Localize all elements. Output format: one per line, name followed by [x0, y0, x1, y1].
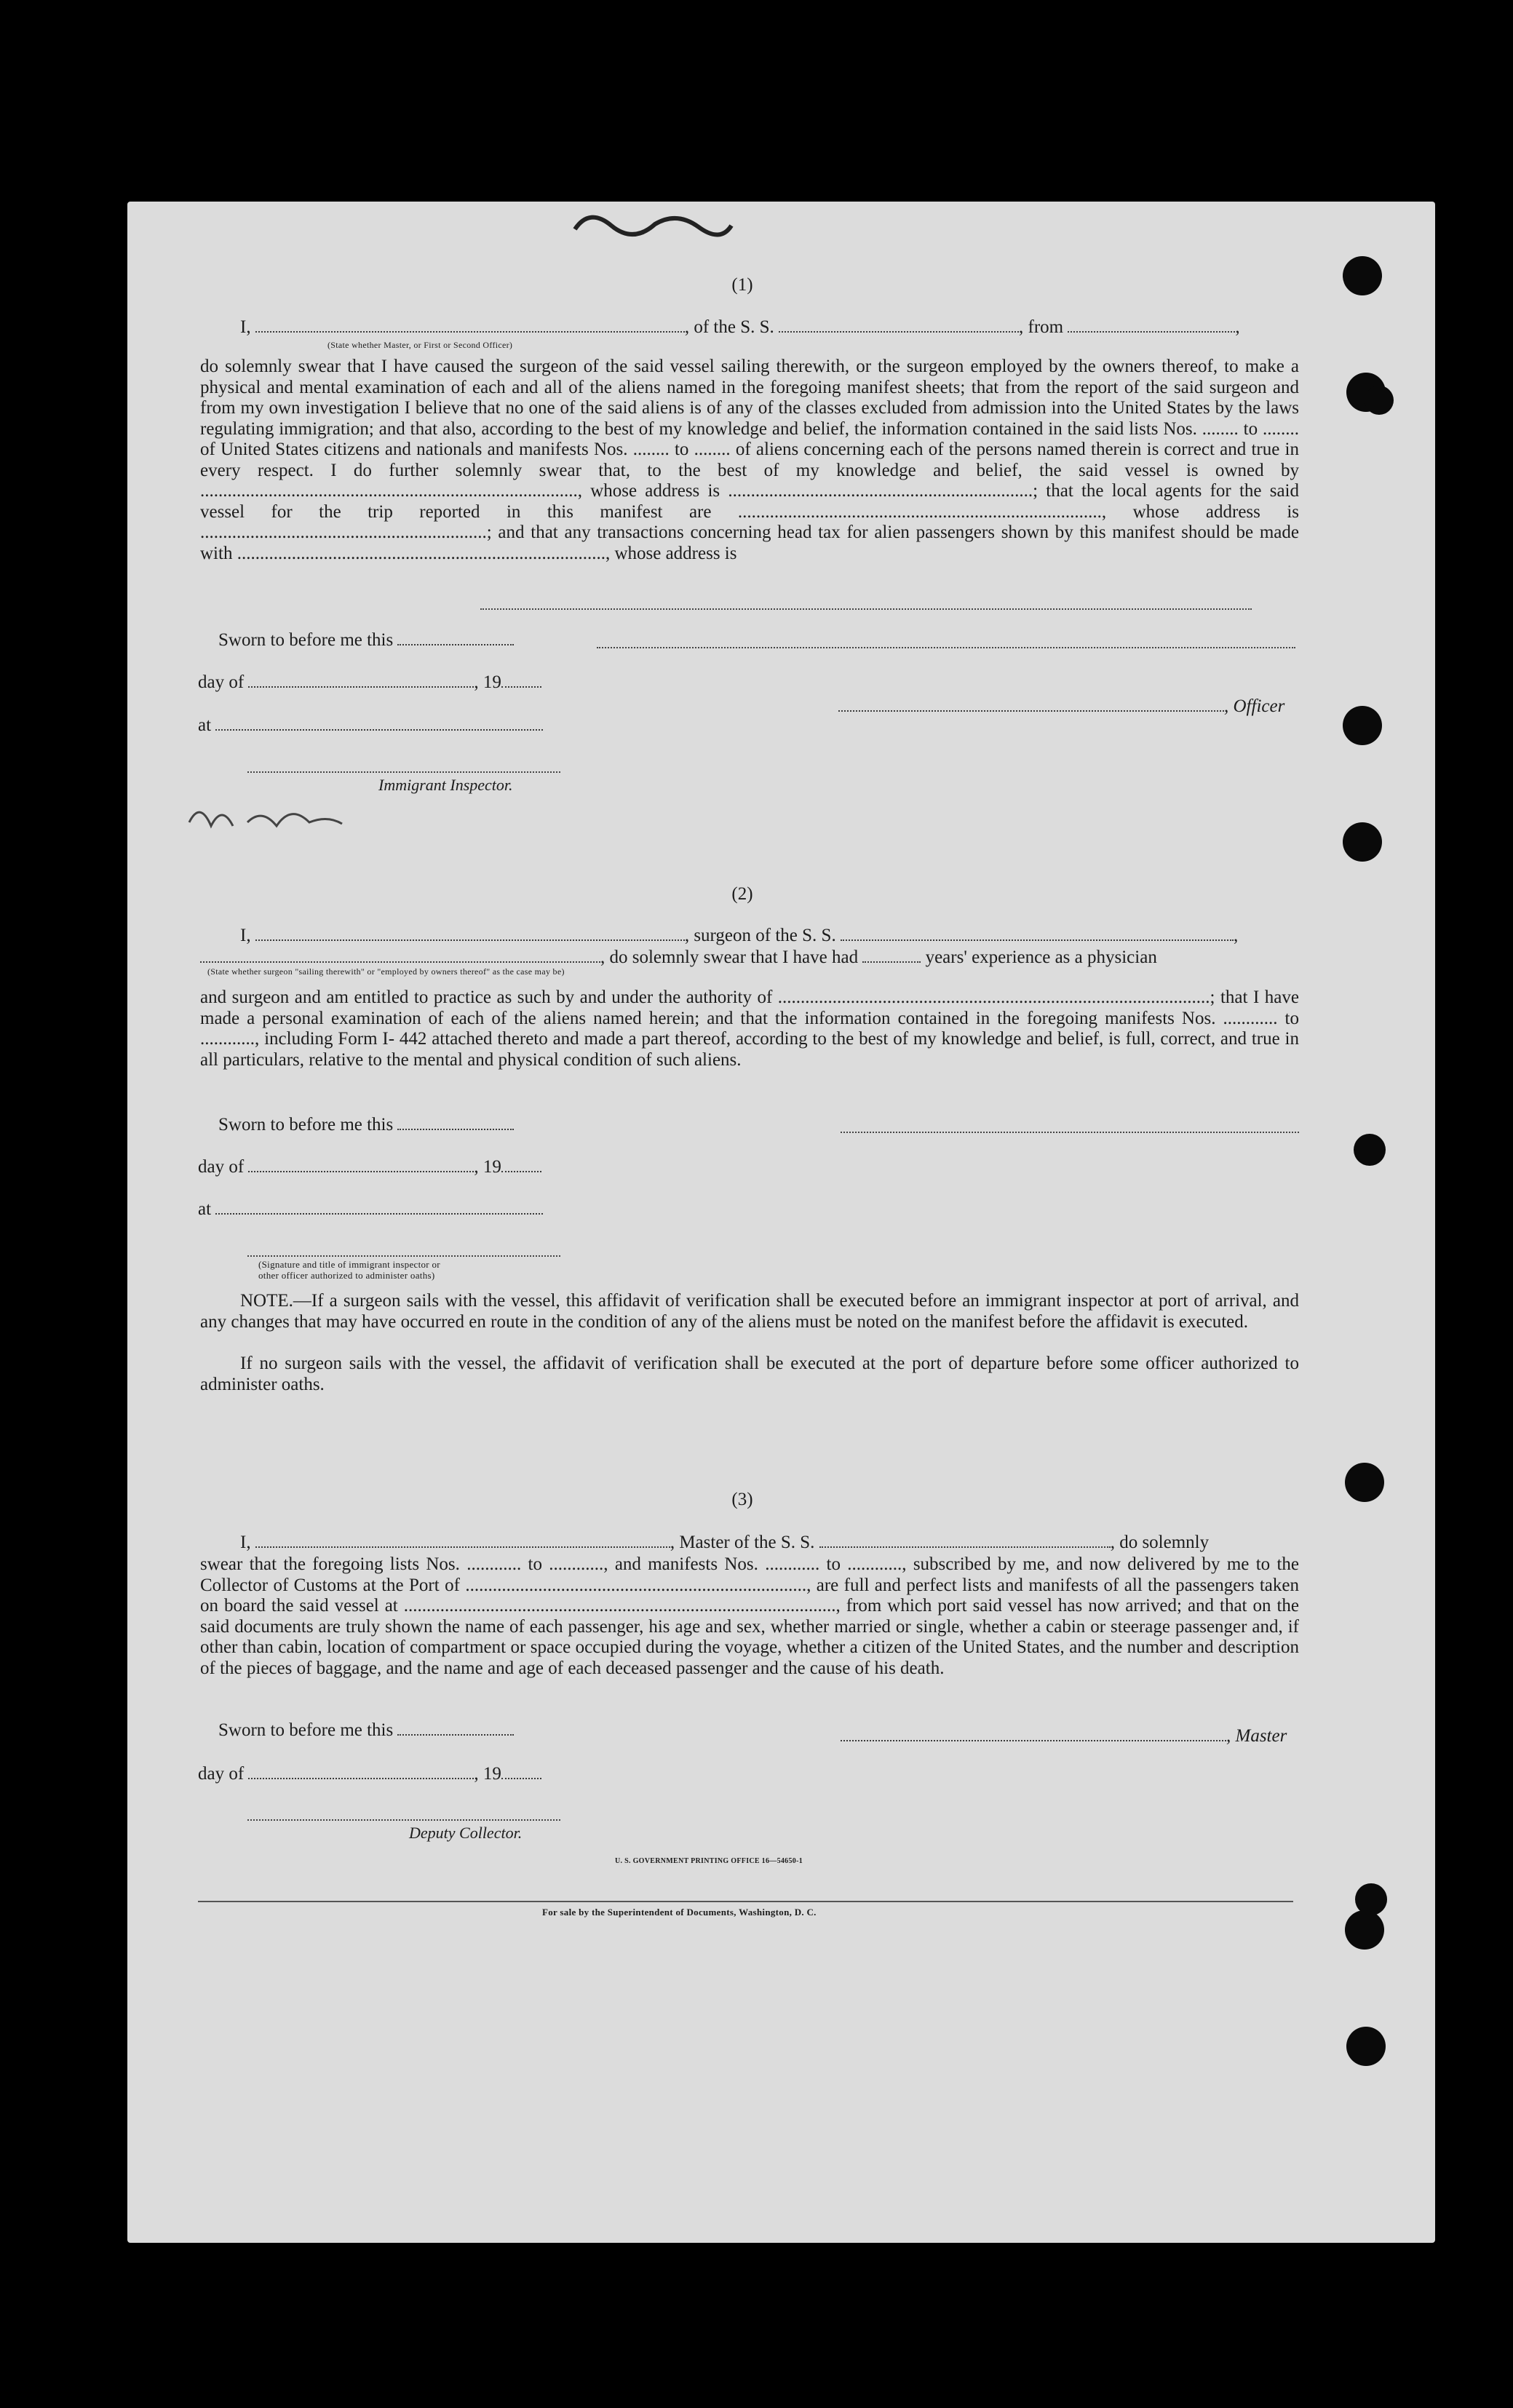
collector-signature-line [247, 1819, 560, 1821]
at-place-blank[interactable] [215, 716, 543, 731]
at-line-1: at [198, 715, 543, 736]
day-of-line-3: day of , 19 [198, 1764, 541, 1784]
handwritten-scribble [182, 793, 349, 837]
signature-line [247, 1255, 560, 1257]
punch-hole [1345, 1463, 1384, 1502]
section-1-number: (1) [731, 275, 753, 295]
signature-line [480, 608, 1252, 610]
printing-office-line: U. S. GOVERNMENT PRINTING OFFICE 16—54650-1 [615, 1857, 803, 1865]
section-3-number: (3) [731, 1490, 753, 1509]
year-blank-2[interactable] [501, 1158, 541, 1172]
month-blank[interactable] [248, 673, 474, 688]
signature-caption-2: other officer authorized to administer oaths) [258, 1270, 435, 1281]
month-blank-2[interactable] [248, 1158, 474, 1172]
section-1-header-line: I, , of the S. S. , from , [240, 317, 1240, 337]
collector-caption: Deputy Collector. [409, 1824, 523, 1842]
sworn-day-blank-3[interactable] [397, 1721, 514, 1736]
at-line-2: at [198, 1199, 543, 1220]
vessel-name-blank-2[interactable] [841, 926, 1234, 941]
section-1-body: do solemnly swear that I have caused the surgeon of the said vessel sailing therewith, or the surgeon employed by the owners thereof, to make a physical and mental examination of each and all of the aliens named in the foregoing manifest sheets; that from the report of the said surgeon and from my own investigation I believe that no one of the said aliens is of any of the classes excluded from admission into the United States by the laws regulating immigration; and that also, according to the best of my knowledge and belief, the information contained in the said lists Nos. ........ to ........ of United States citizens and nationals and manifests Nos. ........ to ........ of aliens concerning each of the persons named therein is correct and true in every respect. I do further solemnly swear that, to the best of my knowledge and belief, the said vessel is owned by ..................................................................................., whose address is ...................................................................; that the local agents for the said vessel for the trip reported in this manifest are ................................................................................, whose address is ...............................................................; and that any transactions concerning head tax for alien passengers shown by this manifest should be made with ................................................................................., whose address is [200, 357, 1299, 563]
signature-line [597, 647, 1295, 648]
surgeon-status-blank[interactable] [200, 948, 600, 963]
note-paragraph-2: If no surgeon sails with the vessel, the affidavit of verification shall be executed at the port of departure before some officer authorized to administer oaths. [200, 1354, 1299, 1394]
year-blank[interactable] [501, 673, 541, 688]
master-name-blank[interactable] [255, 318, 685, 333]
inspector-caption: Immigrant Inspector. [378, 776, 513, 794]
section-3-body: swear that the foregoing lists Nos. ............ to ............, and manifests Nos. ............ to ............, subscribed by me, and now delivered by me to the Collector of Customs at the Port of ..........................................................................., are full and perfect lists and manifests of all the passengers taken on board the said vessel at ..............................................................................................., from which port said vessel has now arrived; and that on the said documents are truly shown the name of each passenger, his age and sex, whether married or single, whether a cabin or steerage passenger and, if other than cabin, location of compartment or space occupied during the voyage, whether a citizen of the United States, and the number and description of the pieces of baggage, and the name and age of each deceased passenger and the cause of his death. [200, 1554, 1299, 1678]
officer-signature-blank[interactable] [838, 697, 1224, 712]
month-blank-3[interactable] [248, 1765, 474, 1779]
note-paragraph-1: NOTE.—If a surgeon sails with the vessel, this affidavit of verification shall be executed before an immigrant inspector at port of arrival, and any changes that may have occurred en route in the condition of any of the aliens must be noted on the manifest before the affidavit is executed. [200, 1291, 1299, 1332]
at-place-blank-2[interactable] [215, 1200, 543, 1215]
punch-hole [1343, 256, 1382, 295]
signature-line [841, 1132, 1299, 1133]
sworn-line-3: Sworn to before me this [218, 1720, 514, 1741]
years-blank[interactable] [862, 948, 921, 963]
day-of-line-1: day of , 19 [198, 672, 541, 693]
surgeon-name-blank[interactable] [255, 926, 685, 941]
section-2-header-line: I, , surgeon of the S. S. , [240, 926, 1239, 945]
sale-notice: For sale by the Superintendent of Documents, Washington, D. C. [542, 1907, 817, 1918]
section-2-number: (2) [731, 884, 753, 904]
punch-hole [1345, 1910, 1384, 1950]
master-signature-line: , Master [841, 1726, 1287, 1747]
sworn-line-1: Sworn to before me this [218, 630, 514, 651]
vessel-name-blank[interactable] [779, 318, 1019, 333]
handwritten-scribble [568, 204, 735, 240]
punch-hole [1354, 1134, 1386, 1166]
officer-signature-line: , Officer [838, 696, 1284, 717]
punch-hole [1343, 706, 1382, 745]
day-of-line-2: day of , 19 [198, 1157, 541, 1177]
punch-hole [1346, 2027, 1386, 2066]
sworn-line-2: Sworn to before me this [218, 1115, 514, 1135]
vessel-name-blank-3[interactable] [819, 1533, 1111, 1548]
from-port-blank[interactable] [1068, 318, 1235, 333]
master-caption: (State whether Master, or First or Second Officer) [327, 340, 513, 350]
footer-rule [198, 1901, 1293, 1902]
signature-caption-1: (Signature and title of immigrant inspector or [258, 1259, 440, 1270]
sworn-day-blank[interactable] [397, 631, 514, 645]
surgeon-caption: (State whether surgeon "sailing therewith" or "employed by owners thereof" as the case may be) [207, 966, 565, 977]
punch-hole [1365, 386, 1394, 415]
sworn-day-blank-2[interactable] [397, 1116, 514, 1130]
section-3-header-line: I, , Master of the S. S. , do solemnly [240, 1533, 1210, 1552]
master-signature-blank[interactable] [841, 1727, 1226, 1741]
master-name-blank-3[interactable] [255, 1533, 670, 1548]
punch-hole [1343, 822, 1382, 862]
inspector-signature-line [247, 771, 560, 773]
year-blank-3[interactable] [501, 1765, 541, 1779]
section-2-body: and surgeon and am entitled to practice as such by and under the authority of ...............................................................................................; that I have made a personal examination of each of the aliens named herein; and that the information contained in the foregoing manifests Nos. ............ to ............, including Form I- 442 attached thereto and made a part thereof, according to the best of my knowledge and belief, is full, correct, and true in all particulars, relative to the mental and physical condition of such aliens. [200, 988, 1299, 1070]
section-2-second-line: , do solemnly swear that I have had years' experience as a physician [200, 947, 1157, 968]
